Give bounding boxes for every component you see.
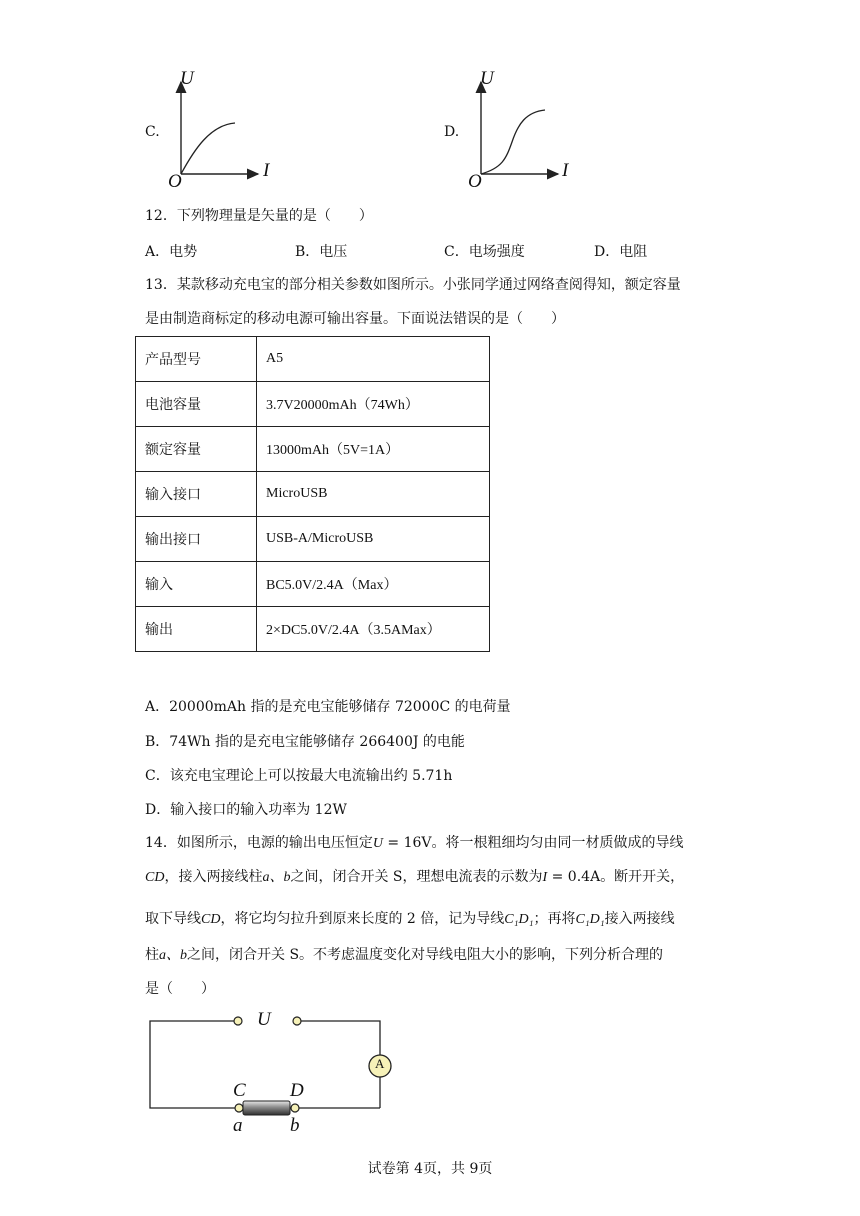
label-b: b (290, 1115, 300, 1136)
y-axis-label: U (480, 68, 494, 89)
text: 。将一根粗细均匀由同一材质做成的导线 (431, 835, 684, 851)
q14-line5: 是（ ） (145, 981, 215, 997)
text: 柱 (145, 947, 159, 963)
table-cell-key: 电池容量 (136, 382, 257, 427)
text: ；再将 (533, 911, 576, 927)
label-c: C (233, 1080, 246, 1101)
table-row (136, 562, 490, 607)
q12-option-a: A．电势 (145, 244, 198, 260)
table-cell-value: 13000mAh（5V=1A） (257, 427, 490, 472)
q13-option-b: B．74Wh 指的是充电宝能够储存 266400J 的电能 (145, 734, 465, 750)
u-i-curve (481, 110, 545, 174)
text: ，将它均匀拉升到原来长度的 2 倍，记为导线 (220, 911, 505, 927)
math-cd: CD (201, 912, 221, 927)
table-row (136, 472, 490, 517)
q12-stem: 12．下列物理量是矢量的是（ ） (145, 208, 373, 224)
source-terminal-left (234, 1017, 242, 1025)
x-axis-label: I (263, 160, 270, 181)
table-row (136, 517, 490, 562)
terminal-b (291, 1104, 299, 1112)
q13-option-a: A．20000mAh 指的是充电宝能够储存 72000C 的电荷量 (145, 699, 511, 715)
text: 接入两接线 (604, 911, 675, 927)
table-cell-key: 输入 (136, 562, 257, 607)
terminal-a (235, 1104, 243, 1112)
q14-line4 (145, 945, 663, 966)
u-i-curve (181, 123, 235, 174)
text: 之间，闭合开关 S。不考虑温度变化对导线电阻大小的影响，下列分析合理的 (187, 947, 664, 963)
text: 取下导线 (145, 911, 201, 927)
wire-left (150, 1021, 235, 1108)
table-cell-key: 输出 (136, 607, 257, 652)
x-axis-label: I (562, 160, 569, 181)
text: 。断开开关， (600, 869, 685, 885)
text: 之间，闭合开关 S，理想电流表的示数为 (290, 869, 543, 885)
table-cell-value: MicroUSB (257, 472, 490, 517)
label-a: a (233, 1115, 243, 1136)
q13-option-c: C．该充电宝理论上可以按最大电流输出约 5.71h (145, 768, 453, 784)
label-d: D (290, 1080, 304, 1101)
y-axis-label: U (180, 68, 194, 89)
conductor-rod (243, 1101, 290, 1115)
math-ab: a、b (159, 948, 187, 963)
table-cell-value: A5 (257, 337, 490, 382)
ammeter-label: A (375, 1056, 385, 1071)
math-c1d1: C₁D₁ (504, 912, 534, 927)
table-row (136, 337, 490, 382)
table-row (136, 382, 490, 427)
text: ，接入两接线柱 (164, 869, 263, 885)
text: = 16V (382, 835, 432, 851)
text: 14．如图所示，电源的输出电压恒定 (145, 835, 373, 851)
math-u: U (372, 836, 383, 851)
option-c-label: C. (145, 124, 160, 140)
spec-table (135, 336, 490, 652)
table-row (136, 427, 490, 472)
q14-line1 (145, 833, 684, 854)
origin-label: O (168, 171, 182, 192)
option-d-label: D. (444, 124, 460, 140)
table-cell-value: BC5.0V/2.4A（Max） (257, 562, 490, 607)
table-cell-value: 2×DC5.0V/2.4A（3.5AMax） (257, 607, 490, 652)
table-cell-key: 产品型号 (136, 337, 257, 382)
q14-line3 (145, 909, 675, 930)
q12-option-c: C．电场强度 (444, 244, 525, 260)
math-cd: CD (145, 870, 165, 885)
text: = 0.4A (547, 869, 601, 885)
page-footer: 试卷第 4页，共 9页 (367, 1161, 493, 1177)
table-cell-value: 3.7V20000mAh（74Wh） (257, 382, 490, 427)
origin-label: O (468, 171, 482, 192)
source-label: U (257, 1009, 271, 1030)
source-terminal-right (293, 1017, 301, 1025)
math-ab: a、b (262, 870, 291, 885)
table-cell-key: 输入接口 (136, 472, 257, 517)
q14-line2 (145, 867, 684, 888)
q13-option-d: D．输入接口的输入功率为 12W (145, 802, 347, 818)
q13-stem-line1: 13．某款移动充电宝的部分相关参数如图所示。小张同学通过网络查阅得知，额定容量 (145, 277, 681, 293)
table-cell-key: 额定容量 (136, 427, 257, 472)
math-i: I (542, 870, 548, 885)
math-c1d1: C₁D₁ (575, 912, 605, 927)
wire-right (300, 1021, 380, 1055)
q12-option-d: D．电阻 (594, 244, 648, 260)
table-cell-key: 输出接口 (136, 517, 257, 562)
table-row (136, 607, 490, 652)
q12-option-b: B．电压 (295, 244, 348, 260)
q13-stem-line2: 是由制造商标定的移动电源可输出容量。下面说法错误的是（ ） (145, 311, 565, 327)
table-cell-value: USB-A/MicroUSB (257, 517, 490, 562)
